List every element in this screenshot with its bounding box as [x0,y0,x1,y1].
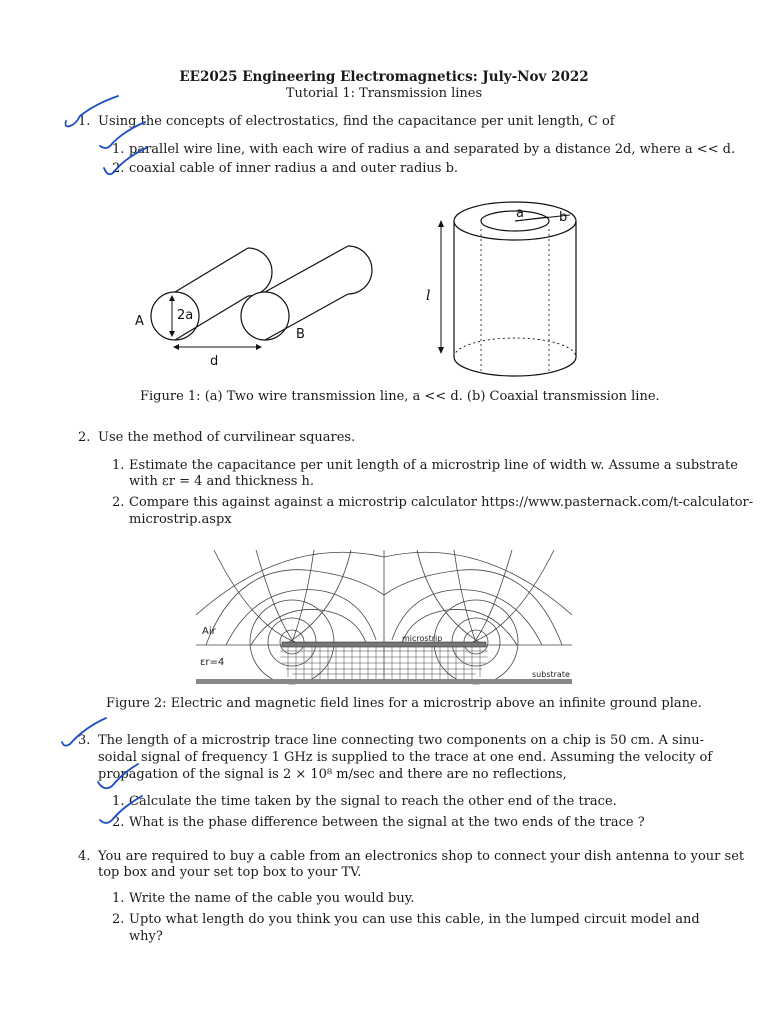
q2-item1-line1: Estimate the capacitance per unit length of a microstrip line of width w. Assume a substrate [129,458,738,473]
checkmark-icon [62,718,106,746]
q4-line2: top box and your set top box to your TV. [98,865,362,880]
q1-text: Using the concepts of electrostatics, find the capacitance per unit length, C of [98,114,615,129]
label-d: d [210,354,219,369]
checkmark-icon [100,796,142,823]
q1-item1-number: 1. [112,142,125,157]
q4-number: 4. [78,849,91,864]
figure1-caption: Figure 1: (a) Two wire transmission line, a << d. (b) Coaxial transmission line. [140,389,660,404]
q3-item2-text: What is the phase difference between the signal at the two ends of the trace ? [129,815,645,830]
label-substrate: substrate [532,670,570,679]
checkmark-icon [66,96,119,126]
label-air: Air [202,626,216,637]
q1-item2-text: coaxial cable of inner radius a and outer radius b. [129,161,459,176]
q4-item2-line2: why? [129,929,163,944]
q3-line2: soidal signal of frequency 1 GHz is supplied to the trace at one end. Assuming the velocity of [98,750,713,765]
q3-item1-number: 1. [112,794,125,809]
checkmark-icon [104,148,146,174]
label-coax-a: a [516,206,524,221]
label-er: εr=4 [200,657,225,668]
q3-item1-text: Calculate the time taken by the signal to reach the other end of the trace. [129,794,617,809]
q2-item1-number: 1. [112,458,125,473]
label-2a: 2a [177,308,194,323]
q4-item2-line1: Upto what length do you think you can use this cable, in the lumped circuit model and [129,912,700,927]
q2-item2-line1: Compare this against against a microstrip calculator https://www.pasternack.com/t-calculator- [129,495,754,510]
label-B: B [296,327,305,342]
q3-line3: propagation of the signal is 2 × 10⁸ m/sec and there are no reflections, [98,767,567,782]
q1-number: 1. [78,114,91,129]
label-A: A [135,314,144,329]
figure2-caption: Figure 2: Electric and magnetic field lines for a microstrip above an infinite ground plane. [106,696,702,711]
q1-item2-number: 2. [112,161,125,176]
q2-item2-number: 2. [112,495,125,510]
q2-text: Use the method of curvilinear squares. [98,430,356,445]
q3-number: 3. [78,733,91,748]
label-microstrip: microstrip [402,634,443,643]
q3-item2-number: 2. [112,815,125,830]
q2-item2-line2: microstrip.aspx [129,512,232,527]
checkmark-icon [100,122,145,148]
page-title: EE2025 Engineering Electromagnetics: July-Nov 2022 [179,69,589,85]
label-coax-b: b [559,210,568,225]
page-subtitle: Tutorial 1: Transmission lines [285,86,483,101]
q3-line1: The length of a microstrip trace line connecting two components on a chip is 50 cm. A sinu- [98,733,705,748]
label-l: l [426,288,431,304]
q4-item1-number: 1. [112,891,125,906]
q4-line1: You are required to buy a cable from an electronics shop to connect your dish antenna to your set [98,849,745,864]
q1-item1-text: parallel wire line, with each wire of radius a and separated by a distance 2d, where a << d. [129,142,736,157]
q4-item2-number: 2. [112,912,125,927]
checkmark-icon [98,764,138,788]
q4-item1-text: Write the name of the cable you would buy. [129,891,415,906]
q2-number: 2. [78,430,91,445]
q2-item1-line2: with εr = 4 and thickness h. [129,474,315,489]
